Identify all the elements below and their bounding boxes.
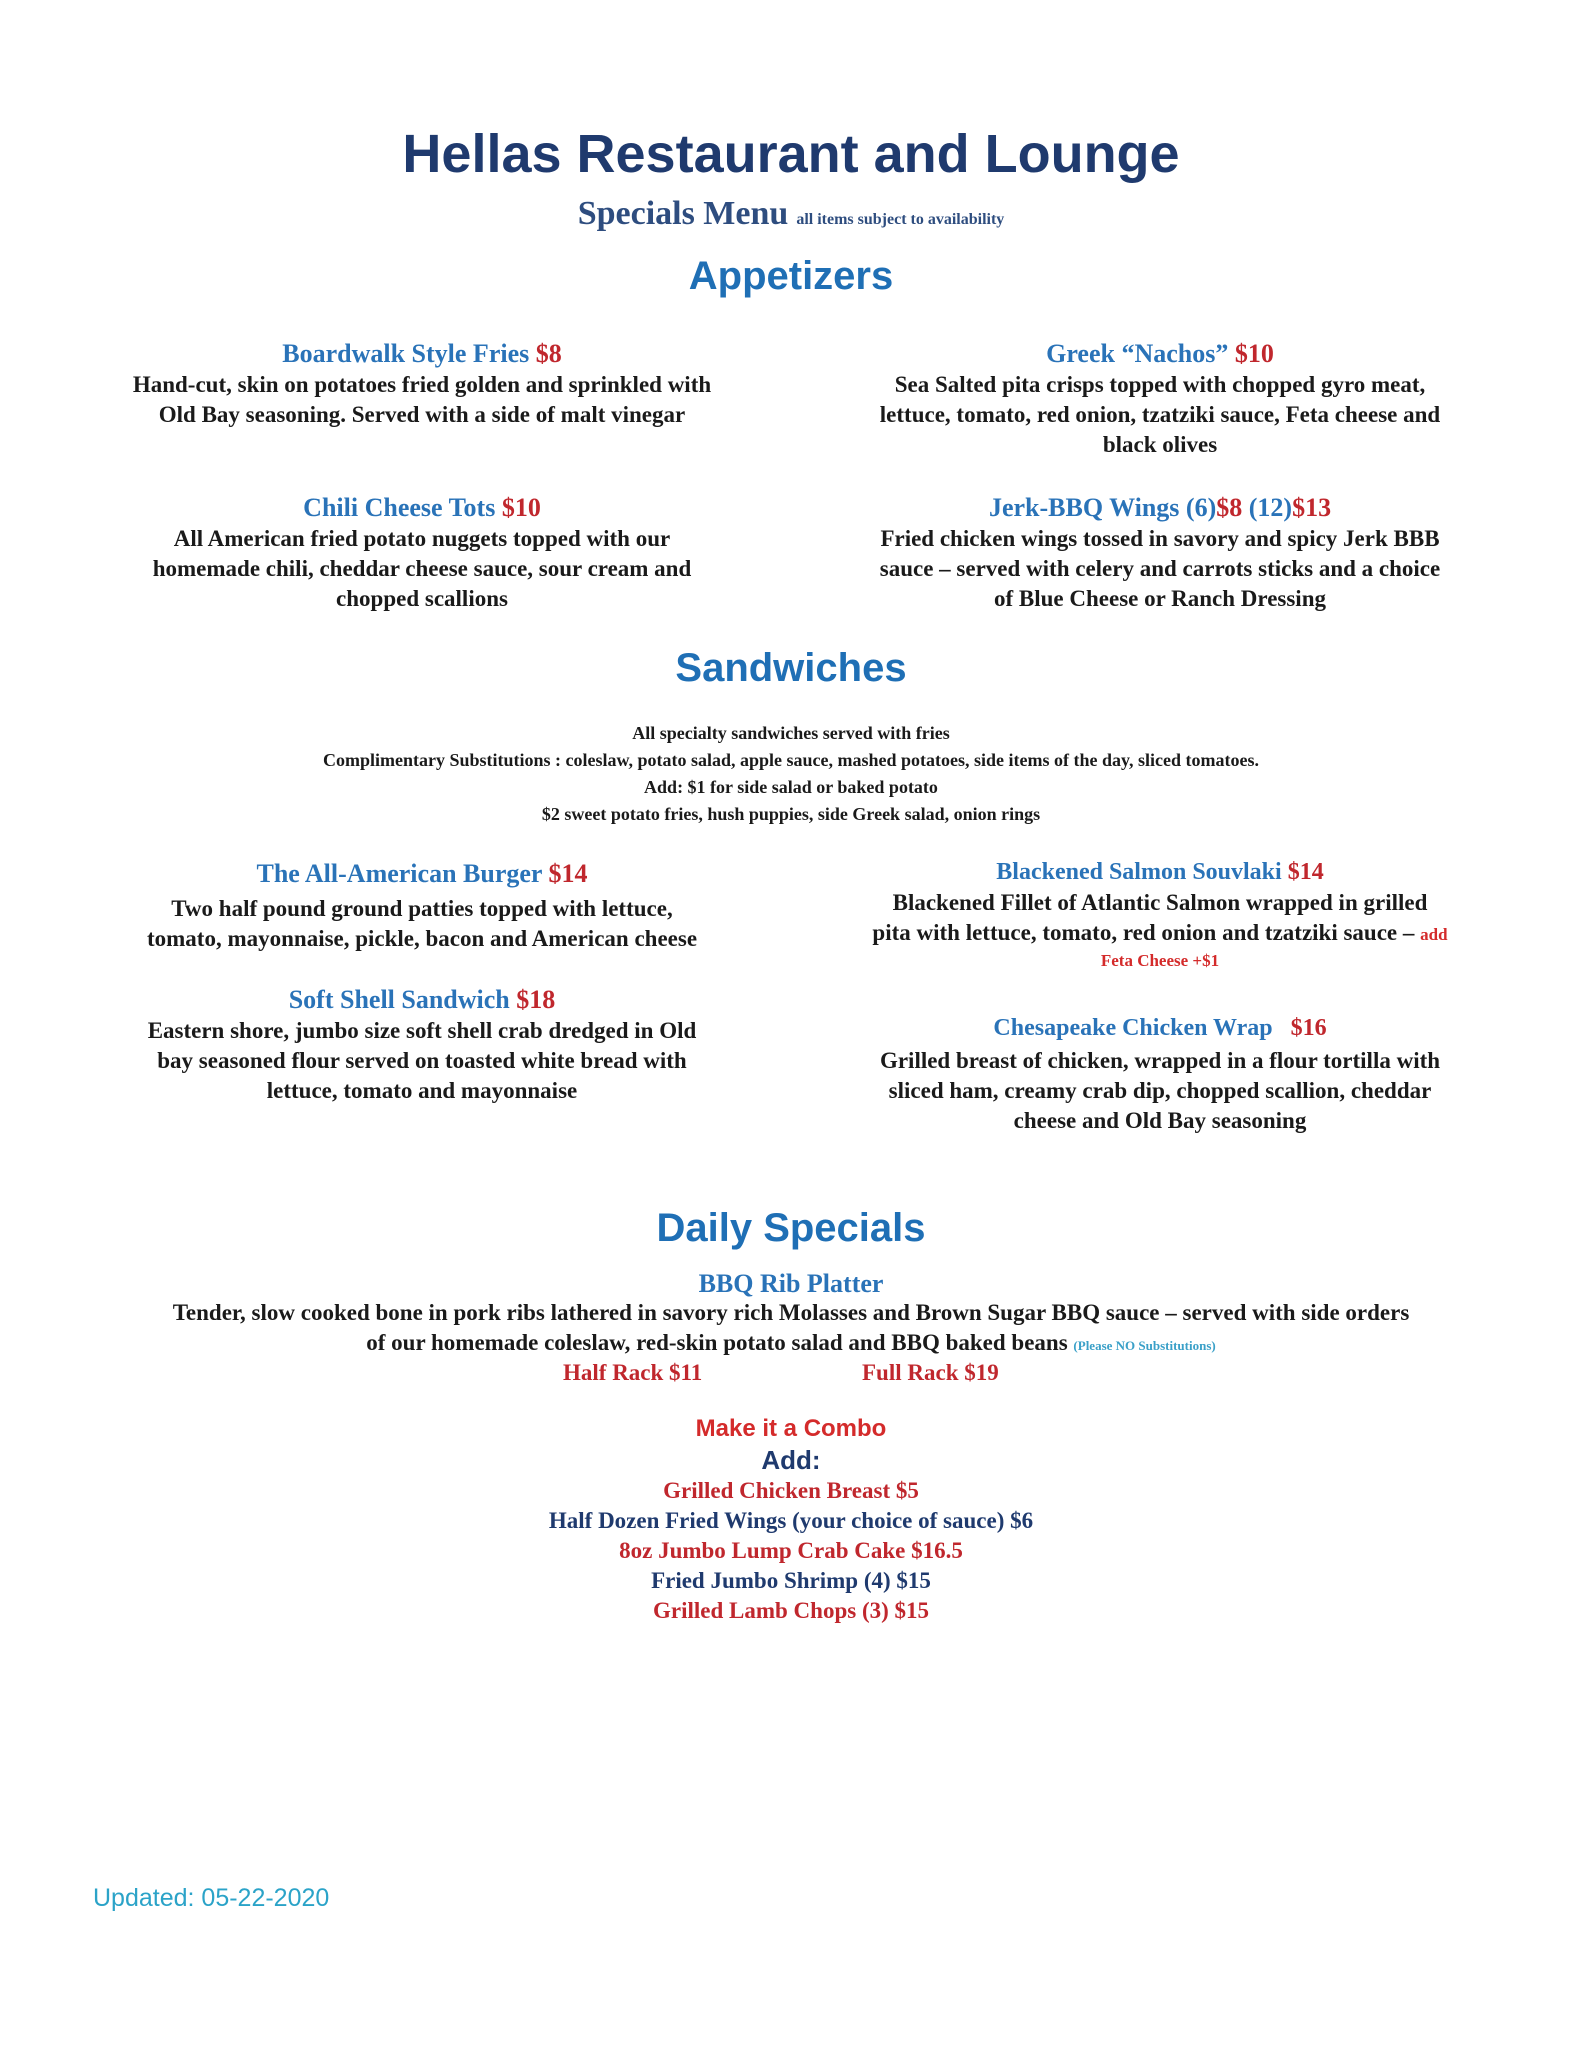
item-name: Chesapeake Chicken Wrap xyxy=(993,1015,1273,1041)
item-description: tomato, mayonnaise, pickle, bacon and American cheese xyxy=(146,926,698,951)
item-description: black olives xyxy=(1102,432,1218,457)
description-line: Tender, slow cooked bone in pork ribs lathered in savory rich Molasses and Brown Sugar BBQ sauce – served with side orders xyxy=(172,1300,1410,1325)
special-item-description xyxy=(80,1298,1502,1361)
addon-price: Feta Cheese +$1 xyxy=(1100,951,1220,970)
combo-title: Make it a Combo xyxy=(695,1415,887,1442)
note-line: Add: $1 for side salad or baked potato xyxy=(644,777,938,797)
item-description: lettuce, tomato and mayonnaise xyxy=(266,1078,578,1103)
item-description: bay seasoned flour served on toasted white bread with xyxy=(157,1048,687,1073)
item-description: chopped scallions xyxy=(336,586,508,611)
special-item-name: BBQ Rib Platter xyxy=(698,1269,884,1298)
item-qty: (12) xyxy=(1242,493,1293,522)
appetizer-item xyxy=(82,338,762,430)
combo-item: Half Dozen Fried Wings (your choice of sauce) $6 xyxy=(548,1508,1034,1533)
item-qty: (6) xyxy=(1179,493,1217,522)
sandwiches-heading: Sandwiches xyxy=(675,646,907,690)
item-price: $13 xyxy=(1292,493,1332,522)
note-line: $2 sweet potato fries, hush puppies, side Greek salad, onion rings xyxy=(541,804,1041,824)
availability-note: all items subject to availability xyxy=(796,211,1005,228)
sandwich-notes xyxy=(0,720,1582,828)
daily-specials-heading: Daily Specials xyxy=(656,1206,926,1250)
item-description: Hand-cut, skin on potatoes fried golden and sprinkled with xyxy=(132,372,712,397)
sandwich-item xyxy=(820,856,1500,972)
item-description: pita with lettuce, tomato, red onion and tzatziki sauce – xyxy=(872,920,1415,945)
appetizer-item xyxy=(820,492,1500,614)
item-description: Two half pound ground patties topped with lettuce, xyxy=(171,896,673,921)
item-description: Blackened Fillet of Atlantic Salmon wrapped in grilled xyxy=(892,890,1428,915)
item-description: Fried chicken wings tossed in savory and spicy Jerk BBB xyxy=(880,526,1440,551)
subtitle-text: Specials Menu xyxy=(577,195,789,232)
item-description: homemade chili, cheddar cheese sauce, sour cream and xyxy=(152,556,692,581)
combo-item: Grilled Lamb Chops (3) $15 xyxy=(652,1598,930,1623)
item-price: $10 xyxy=(501,493,541,522)
sandwich-item xyxy=(82,984,762,1106)
combo-list xyxy=(0,1476,1582,1626)
item-name: Chili Cheese Tots xyxy=(303,493,496,522)
combo-item: Fried Jumbo Shrimp (4) $15 xyxy=(651,1568,931,1593)
item-name: Greek “Nachos” xyxy=(1046,339,1229,368)
item-price: $16 xyxy=(1290,1015,1327,1041)
full-rack-price: Full Rack $19 xyxy=(862,1360,999,1385)
item-price: $8 xyxy=(1216,493,1243,522)
item-description: sliced ham, creamy crab dip, chopped scallion, cheddar xyxy=(888,1078,1432,1103)
item-description: All American fried potato nuggets topped with our xyxy=(173,526,671,551)
item-description: Old Bay seasoning. Served with a side of malt vinegar xyxy=(158,402,686,427)
item-description: cheese and Old Bay seasoning xyxy=(1013,1108,1307,1133)
item-name: Boardwalk Style Fries xyxy=(282,339,530,368)
item-name: Blackened Salmon Souvlaki xyxy=(996,859,1282,885)
item-description: Grilled breast of chicken, wrapped in a flour tortilla with xyxy=(879,1048,1441,1073)
page-title: Hellas Restaurant and Lounge xyxy=(402,124,1180,184)
item-name: Soft Shell Sandwich xyxy=(288,985,510,1014)
item-price: $10 xyxy=(1234,339,1274,368)
item-price: $14 xyxy=(1287,859,1324,885)
substitution-note: (Please NO Substitutions) xyxy=(1073,1338,1216,1353)
item-price: $14 xyxy=(548,859,588,888)
item-description: of Blue Cheese or Ranch Dressing xyxy=(993,586,1326,611)
addon-label: add xyxy=(1420,925,1448,944)
combo-add-label: Add: xyxy=(761,1445,821,1475)
half-rack-price: Half Rack $11 xyxy=(563,1360,703,1385)
item-description: Sea Salted pita crisps topped with chopped gyro meat, xyxy=(894,372,1426,397)
item-description: Eastern shore, jumbo size soft shell crab dredged in Old xyxy=(147,1018,697,1043)
appetizer-item xyxy=(820,338,1500,460)
item-description: sauce – served with celery and carrots sticks and a choice xyxy=(879,556,1441,581)
item-name: Jerk-BBQ Wings xyxy=(988,493,1180,522)
sandwich-item xyxy=(82,858,762,954)
updated-date: Updated: 05-22-2020 xyxy=(93,1884,330,1912)
sandwich-item xyxy=(820,1012,1500,1136)
item-price: $8 xyxy=(535,339,562,368)
item-price: $18 xyxy=(516,985,556,1014)
item-description: lettuce, tomato, red onion, tzatziki sauce, Feta cheese and xyxy=(879,402,1441,427)
note-line: Complimentary Substitutions : coleslaw, potato salad, apple sauce, mashed potatoes, side items of the day, sliced tomatoes. xyxy=(322,750,1259,770)
item-name: The All-American Burger xyxy=(256,859,542,888)
combo-item: Grilled Chicken Breast $5 xyxy=(663,1478,919,1503)
appetizer-item xyxy=(82,492,762,614)
description-line: of our homemade coleslaw, red-skin potato salad and BBQ baked beans xyxy=(366,1330,1068,1355)
appetizers-heading: Appetizers xyxy=(688,254,894,298)
note-line: All specialty sandwiches served with fries xyxy=(632,723,950,743)
combo-item: 8oz Jumbo Lump Crab Cake $16.5 xyxy=(619,1538,963,1563)
page-subtitle xyxy=(0,192,1582,242)
